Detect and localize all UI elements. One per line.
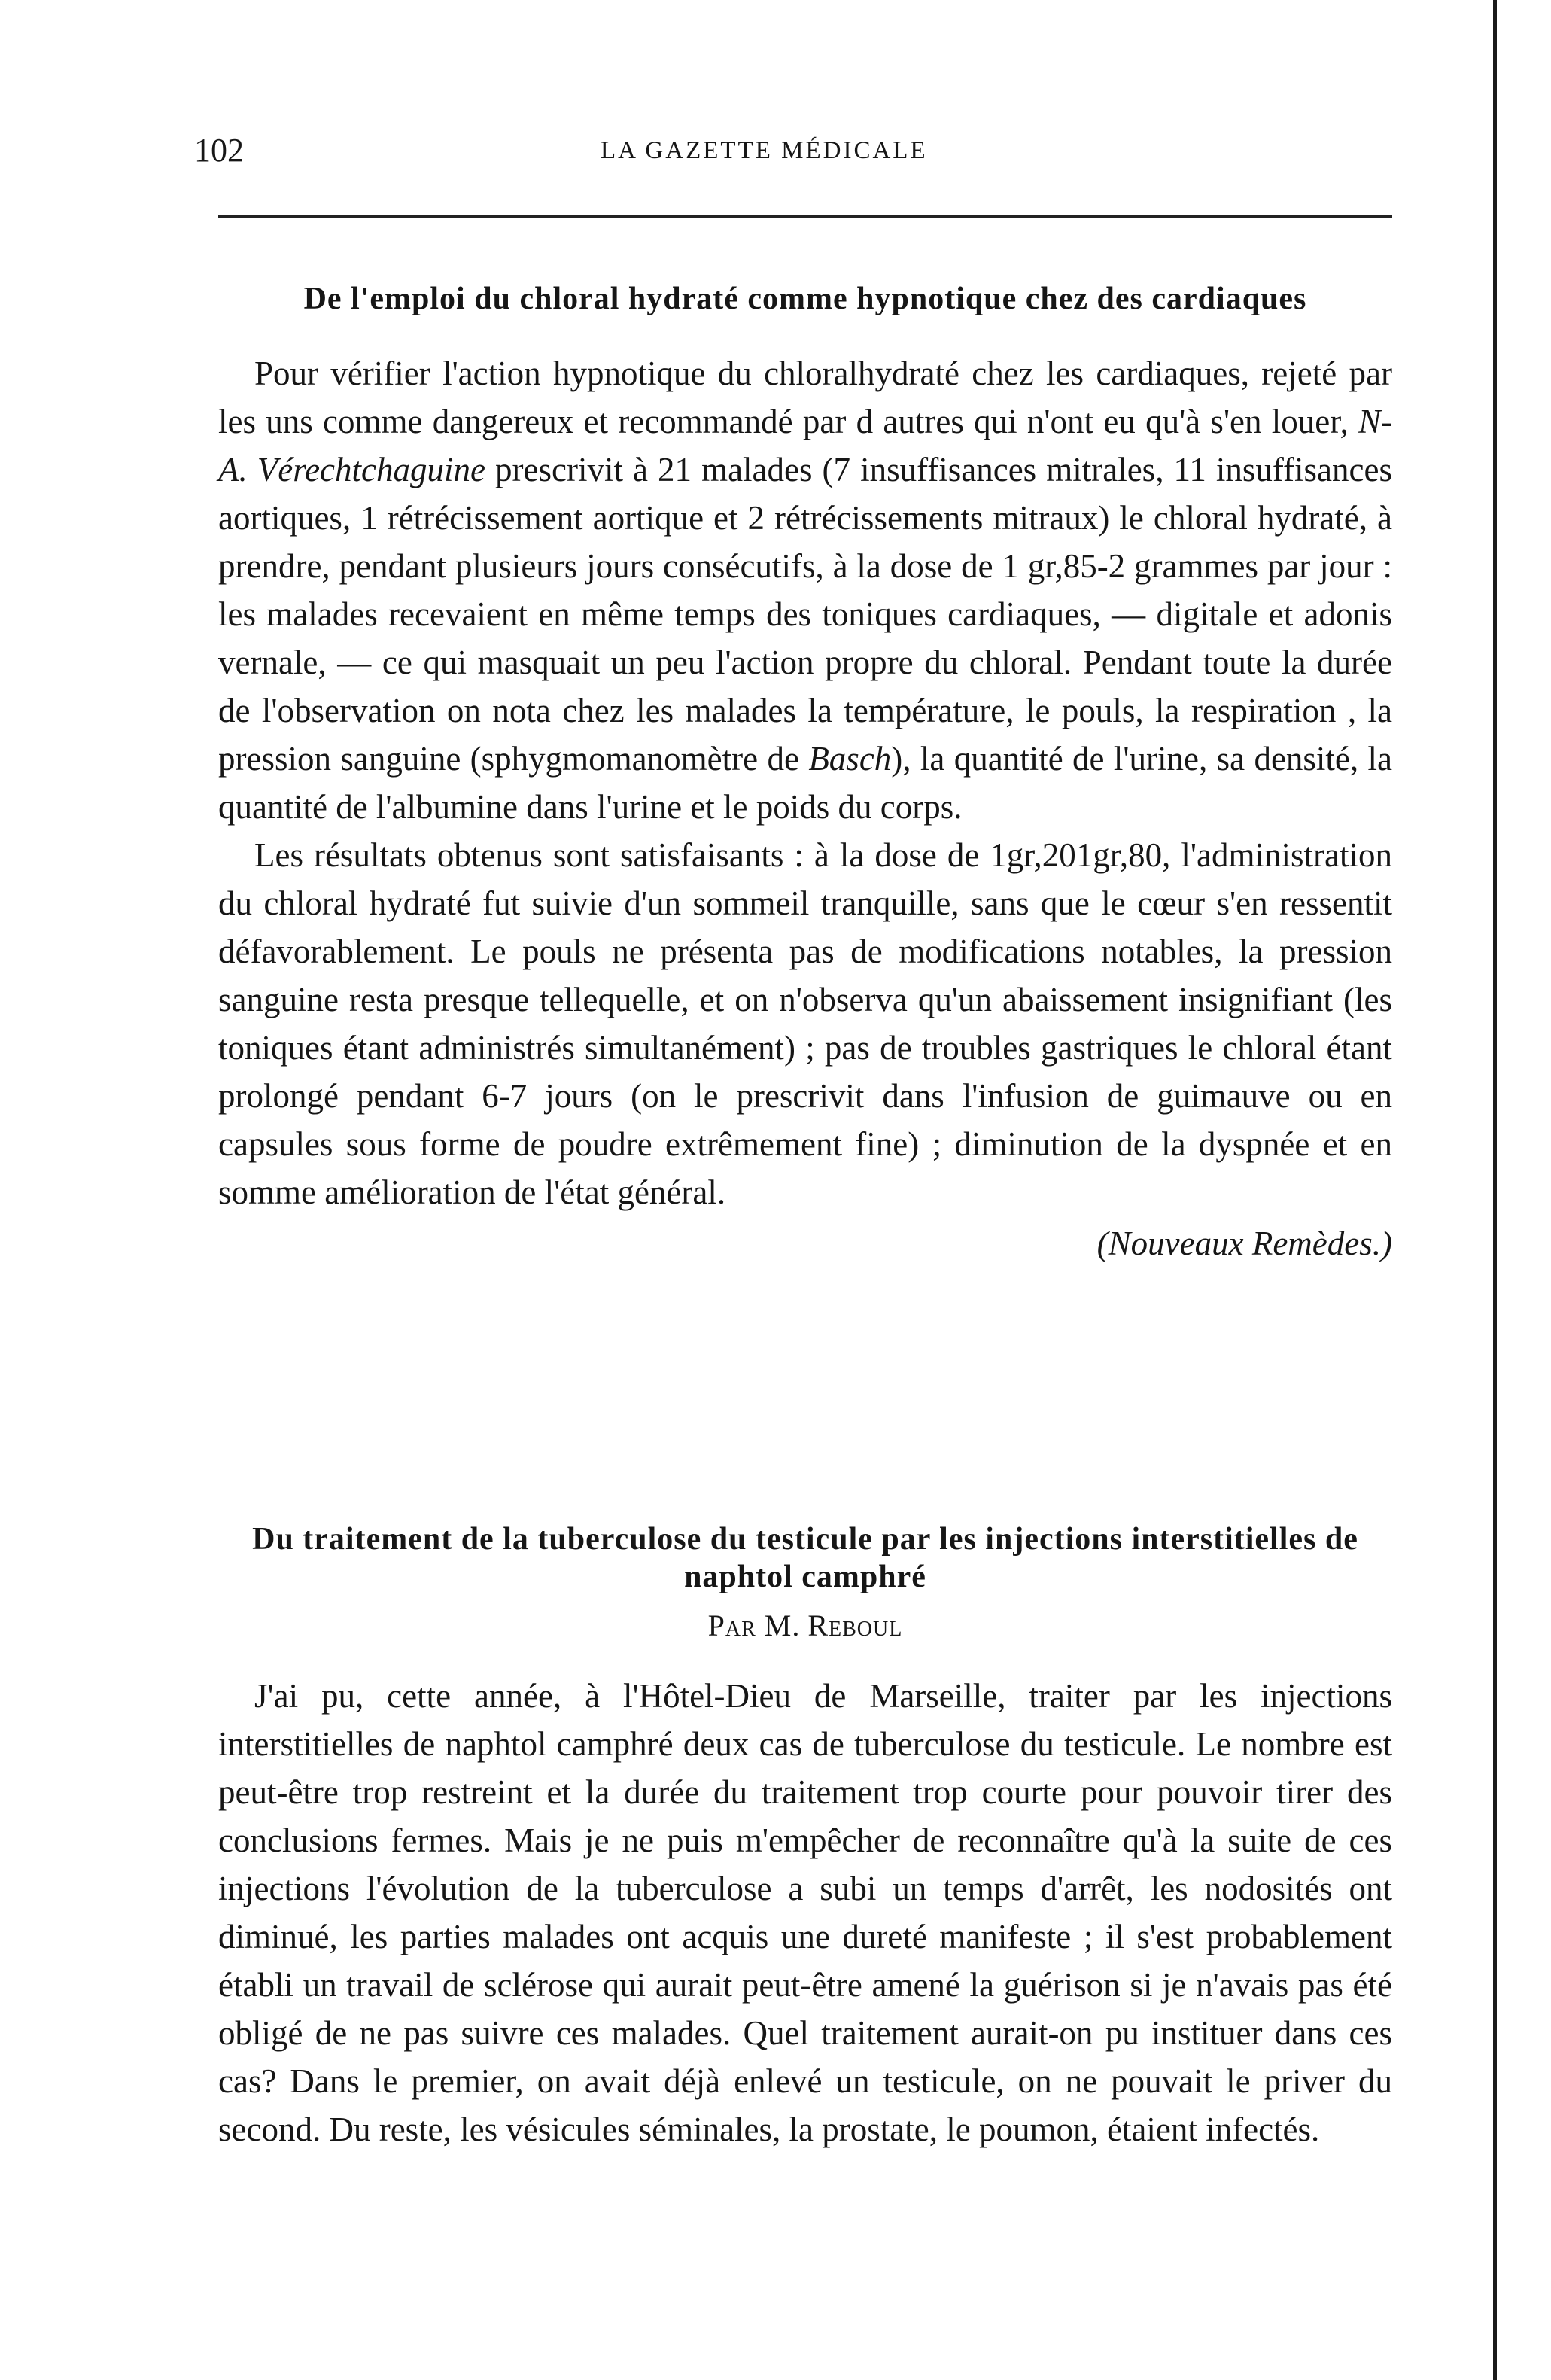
paragraph-text: Pour vérifier l'action hypnotique du chloralhydraté chez les cardiaques, rejeté par les uns comme dangereux et recommandé par d autres qui n'ont eu qu'à s'en louer, xyxy=(218,355,1392,440)
article-chloral-paragraph-2: Les résultats obtenus sont satisfaisants : à la dose de 1gr,201gr,80, l'administration du chloral hydraté fut suivie d'un sommeil tranquille, sans que le cœur s'en ressentit défavorablement. Le pouls ne présenta pas de modifications notables, la pression sanguine resta presque tellequelle, et on n'observa qu'un abaissement insignifiant (les toniques étant administrés simultanément) ; pas de troubles gastriques le chloral étant prolongé pendant 6-7 jours (on le prescrivit dans l'infusion de guimauve ou en capsules sous forme de poudre extrêmement fine) ; diminution de la dyspnée et en somme amélioration de l'état général. xyxy=(218,836,1392,1211)
page-number: 102 xyxy=(194,132,244,169)
article-chloral xyxy=(218,280,1392,1268)
instrument-name: Basch xyxy=(808,740,892,778)
page-header xyxy=(194,131,1388,176)
page-edge-line xyxy=(1493,0,1497,2380)
article-tuberculose-paragraph-1: J'ai pu, cette année, à l'Hôtel-Dieu de Marseille, traiter par les injections interstitielles de naphtol camphré deux cas de tuberculose du testicule. Le nombre est peut-être trop restreint et la durée du traitement trop courte pour pouvoir tirer des conclusions fermes. Mais je ne puis m'empêcher de reconnaître qu'à la suite de ces injections l'évolution de la tuberculose a subi un temps d'arrêt, les nodosités ont diminué, les parties malades ont acquis une dureté manifeste ; il s'est probablement établi un travail de sclérose qui aurait peut-être amené la guérison si je n'avais pas été obligé de ne pas suivre ces malades. Quel traitement aurait-on pu instituer dans ces cas? Dans le premier, on avait déjà enlevé un testicule, on ne pouvait le priver du second. Du reste, les vésicules séminales, la prostate, le poumon, étaient infectés. xyxy=(218,1677,1392,2148)
article-tuberculose-byline xyxy=(218,1608,1392,1645)
article-chloral-title: De l'emploi du chloral hydraté comme hypnotique chez des cardiaques xyxy=(303,282,1307,316)
author-name: N-A. Vérechtchaguine xyxy=(218,403,1392,488)
header-rule xyxy=(218,215,1392,218)
article-tuberculose-title: Du traitement de la tuberculose du testicule par les injections interstitielles de naphtol camphré xyxy=(252,1522,1358,1594)
article-chloral-source: (Nouveaux Remèdes.) xyxy=(1096,1225,1392,1262)
paragraph-text: ), la quantité de l'urine, sa densité, la quantité de l'albumine dans l'urine et le poids du corps. xyxy=(218,740,1392,826)
byline-author: Reboul xyxy=(807,1608,903,1642)
byline-prefix: Par M. xyxy=(707,1608,801,1642)
article-tuberculose xyxy=(218,1520,1392,2153)
paragraph-text: prescrivit à 21 malades (7 insuffisances mitrales, 11 insuffisances aortiques, 1 rétrécissement aortique et 2 rétrécissements mitraux) le chloral hydraté, à prendre, pendant plusieurs jours consécutifs, à la dose de 1 gr,85-2 grammes par jour : les malades recevaient en même temps des toniques cardiaques, — digitale et adonis vernale, — ce qui masquait un peu l'action propre du chloral. Pendant toute la durée de l'observation on nota chez les malades la température, le pouls, la respiration , la pression sanguine (sphygmomanomètre de xyxy=(218,451,1392,778)
article-chloral-paragraph-1 xyxy=(218,349,1392,831)
running-title: LA GAZETTE MÉDICALE xyxy=(601,137,928,164)
